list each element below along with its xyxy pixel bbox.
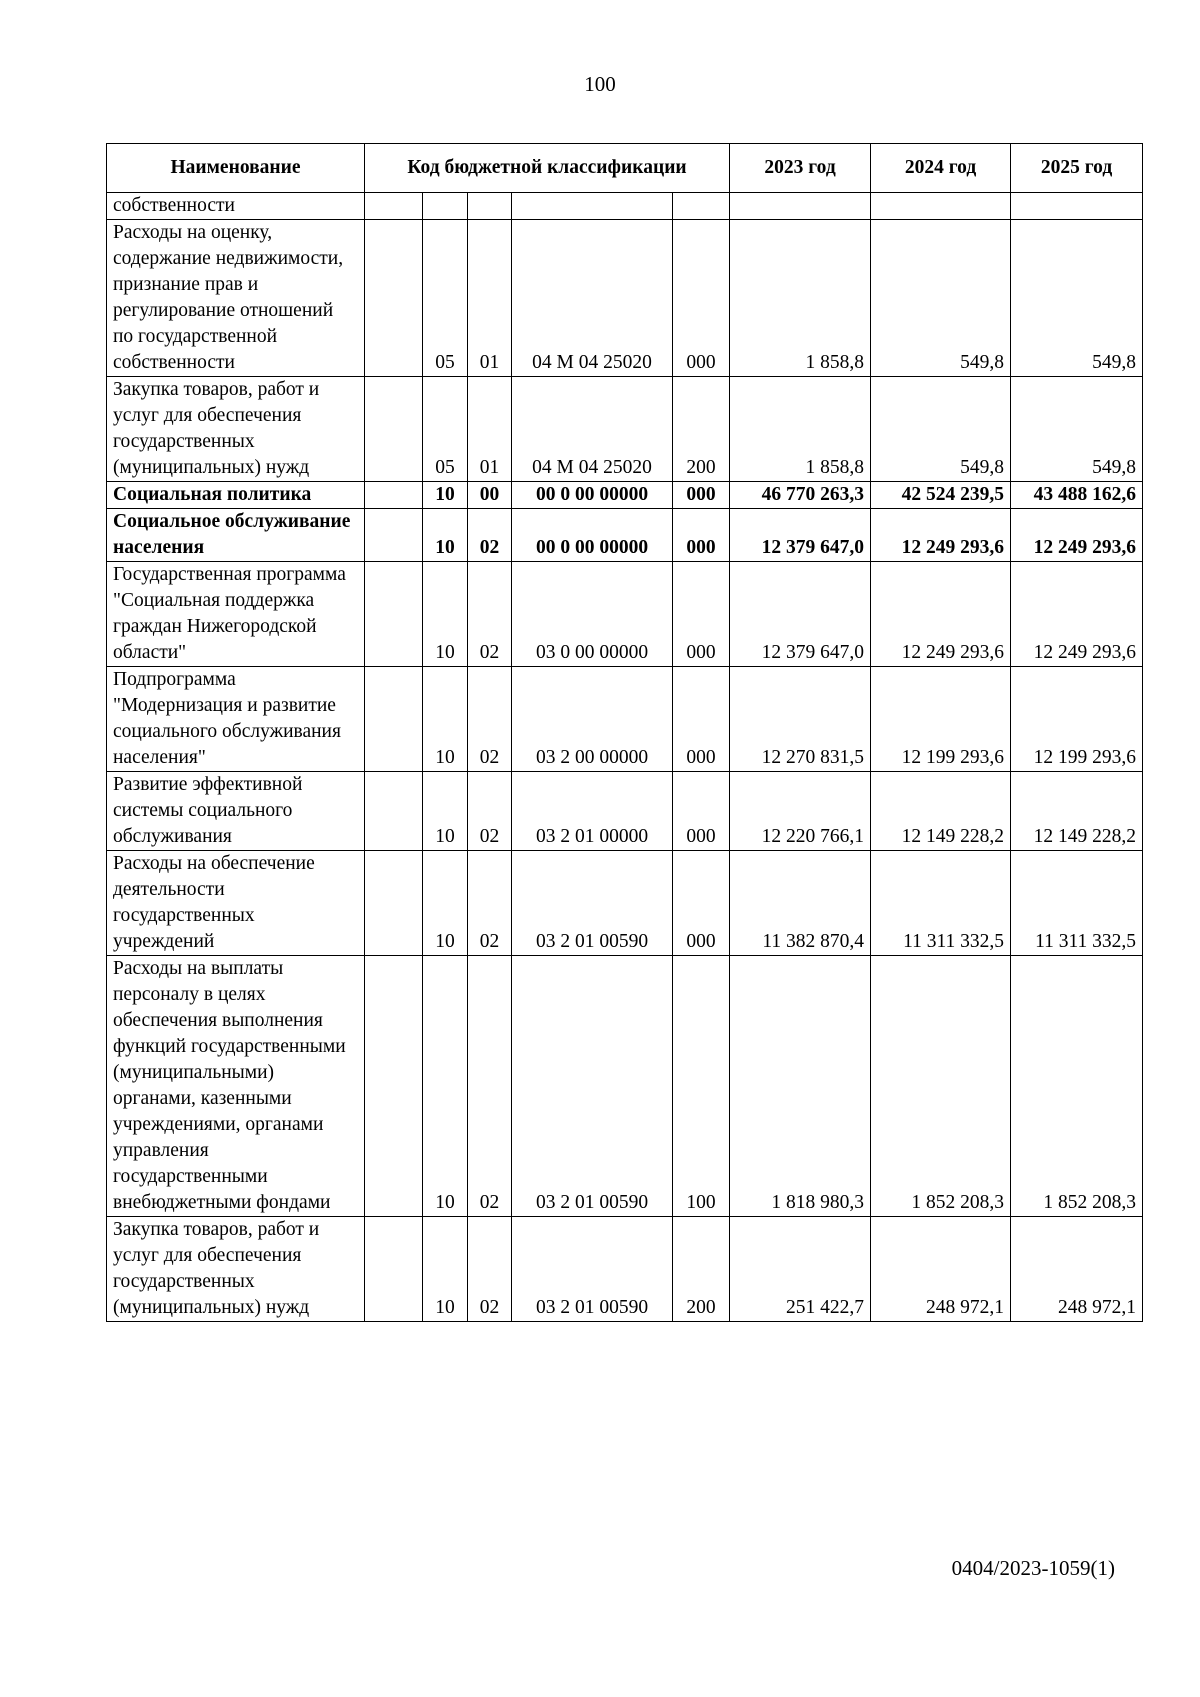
- row-name: собственности: [107, 193, 365, 220]
- row-expense-type: 100: [673, 956, 730, 1217]
- row-target-article: 03 2 01 00590: [512, 851, 673, 956]
- row-target-article: 00 0 00 00000: [512, 482, 673, 509]
- row-value-2023: 12 220 766,1: [730, 772, 871, 851]
- row-value-2025: 1 852 208,3: [1011, 956, 1143, 1217]
- row-value-2024: 549,8: [871, 377, 1011, 482]
- row-expense-type: 000: [673, 220, 730, 377]
- table-row: [107, 562, 1143, 667]
- row-subsection: [468, 193, 512, 220]
- table-row: [107, 220, 1143, 377]
- row-code-blank: [365, 772, 423, 851]
- row-value-2023: [730, 193, 871, 220]
- row-expense-type: 000: [673, 851, 730, 956]
- row-value-2024: 12 249 293,6: [871, 509, 1011, 562]
- row-value-2024: 248 972,1: [871, 1217, 1011, 1322]
- row-code-blank: [365, 509, 423, 562]
- row-value-2024: 12 249 293,6: [871, 562, 1011, 667]
- row-value-2024: 549,8: [871, 220, 1011, 377]
- row-name: Расходы на выплаты персоналу в целях обеспечения выполнения функций государственными (муниципальными) органами, казенными учреждениями, органами управления государственными внебюджетными фондами: [107, 956, 365, 1217]
- row-target-article: 03 2 00 00000: [512, 667, 673, 772]
- row-expense-type: 000: [673, 562, 730, 667]
- row-value-2024: 1 852 208,3: [871, 956, 1011, 1217]
- row-name: Социальное обслуживание населения: [107, 509, 365, 562]
- row-subsection: 02: [468, 851, 512, 956]
- row-value-2025: 11 311 332,5: [1011, 851, 1143, 956]
- table-row: [107, 667, 1143, 772]
- header-code: Код бюджетной классификации: [365, 144, 730, 193]
- row-value-2023: 12 379 647,0: [730, 562, 871, 667]
- row-target-article: 04 М 04 25020: [512, 220, 673, 377]
- row-code-blank: [365, 193, 423, 220]
- row-target-article: 03 0 00 00000: [512, 562, 673, 667]
- row-code-blank: [365, 377, 423, 482]
- row-section: 05: [423, 377, 468, 482]
- row-target-article: 04 М 04 25020: [512, 377, 673, 482]
- row-subsection: 02: [468, 562, 512, 667]
- row-code-blank: [365, 667, 423, 772]
- row-value-2023: 46 770 263,3: [730, 482, 871, 509]
- row-section: 10: [423, 956, 468, 1217]
- row-target-article: 03 2 01 00000: [512, 772, 673, 851]
- row-value-2023: 251 422,7: [730, 1217, 871, 1322]
- row-value-2025: 549,8: [1011, 377, 1143, 482]
- row-code-blank: [365, 851, 423, 956]
- row-code-blank: [365, 1217, 423, 1322]
- row-value-2023: 1 858,8: [730, 377, 871, 482]
- row-section: 10: [423, 851, 468, 956]
- row-value-2023: 1 818 980,3: [730, 956, 871, 1217]
- row-value-2025: 248 972,1: [1011, 1217, 1143, 1322]
- row-value-2024: 12 199 293,6: [871, 667, 1011, 772]
- row-name: Государственная программа "Социальная поддержка граждан Нижегородской области": [107, 562, 365, 667]
- table-row: [107, 377, 1143, 482]
- row-name: Расходы на оценку, содержание недвижимости, признание прав и регулирование отношений по государственной собственности: [107, 220, 365, 377]
- row-section: 05: [423, 220, 468, 377]
- row-code-blank: [365, 482, 423, 509]
- document-code: 0404/2023-1059(1): [951, 1556, 1115, 1580]
- row-code-blank: [365, 562, 423, 667]
- row-value-2025: 43 488 162,6: [1011, 482, 1143, 509]
- row-section: 10: [423, 562, 468, 667]
- table-row: [107, 956, 1143, 1217]
- row-name: Социальная политика: [107, 482, 365, 509]
- row-subsection: 02: [468, 509, 512, 562]
- header-2024: 2024 год: [871, 144, 1011, 193]
- row-subsection: 01: [468, 220, 512, 377]
- row-expense-type: 200: [673, 1217, 730, 1322]
- row-value-2025: [1011, 193, 1143, 220]
- row-subsection: 02: [468, 1217, 512, 1322]
- row-value-2025: 12 149 228,2: [1011, 772, 1143, 851]
- row-section: 10: [423, 667, 468, 772]
- row-section: 10: [423, 482, 468, 509]
- table-row: [107, 851, 1143, 956]
- row-target-article: [512, 193, 673, 220]
- table-row: [107, 193, 1143, 220]
- row-expense-type: 000: [673, 772, 730, 851]
- table-row: [107, 1217, 1143, 1322]
- row-name: Закупка товаров, работ и услуг для обеспечения государственных (муниципальных) нужд: [107, 377, 365, 482]
- row-target-article: 03 2 01 00590: [512, 1217, 673, 1322]
- row-subsection: 02: [468, 667, 512, 772]
- header-name: Наименование: [107, 144, 365, 193]
- row-target-article: 00 0 00 00000: [512, 509, 673, 562]
- row-name: Закупка товаров, работ и услуг для обеспечения государственных (муниципальных) нужд: [107, 1217, 365, 1322]
- row-value-2024: 11 311 332,5: [871, 851, 1011, 956]
- row-value-2023: 12 270 831,5: [730, 667, 871, 772]
- row-expense-type: 200: [673, 377, 730, 482]
- row-value-2025: 12 199 293,6: [1011, 667, 1143, 772]
- row-code-blank: [365, 220, 423, 377]
- row-value-2025: 12 249 293,6: [1011, 562, 1143, 667]
- table-row: [107, 772, 1143, 851]
- row-value-2023: 1 858,8: [730, 220, 871, 377]
- row-section: 10: [423, 772, 468, 851]
- row-value-2025: 12 249 293,6: [1011, 509, 1143, 562]
- row-subsection: 02: [468, 956, 512, 1217]
- row-subsection: 01: [468, 377, 512, 482]
- row-expense-type: [673, 193, 730, 220]
- table-row-subtotal: [107, 509, 1143, 562]
- row-value-2023: 12 379 647,0: [730, 509, 871, 562]
- row-value-2024: 42 524 239,5: [871, 482, 1011, 509]
- row-value-2023: 11 382 870,4: [730, 851, 871, 956]
- row-section: 10: [423, 509, 468, 562]
- row-expense-type: 000: [673, 509, 730, 562]
- row-expense-type: 000: [673, 482, 730, 509]
- budget-table: [106, 143, 1143, 1322]
- table-header-row: [107, 144, 1143, 193]
- header-2025: 2025 год: [1011, 144, 1143, 193]
- row-value-2024: [871, 193, 1011, 220]
- row-code-blank: [365, 956, 423, 1217]
- row-name: Расходы на обеспечение деятельности государственных учреждений: [107, 851, 365, 956]
- row-name: Развитие эффективной системы социального обслуживания: [107, 772, 365, 851]
- row-target-article: 03 2 01 00590: [512, 956, 673, 1217]
- row-name: Подпрограмма "Модернизация и развитие социального обслуживания населения": [107, 667, 365, 772]
- page-number: 100: [584, 72, 616, 96]
- table-row-total: [107, 482, 1143, 509]
- row-subsection: 02: [468, 772, 512, 851]
- row-subsection: 00: [468, 482, 512, 509]
- row-value-2025: 549,8: [1011, 220, 1143, 377]
- header-2023: 2023 год: [730, 144, 871, 193]
- row-expense-type: 000: [673, 667, 730, 772]
- row-section: 10: [423, 1217, 468, 1322]
- row-value-2024: 12 149 228,2: [871, 772, 1011, 851]
- row-section: [423, 193, 468, 220]
